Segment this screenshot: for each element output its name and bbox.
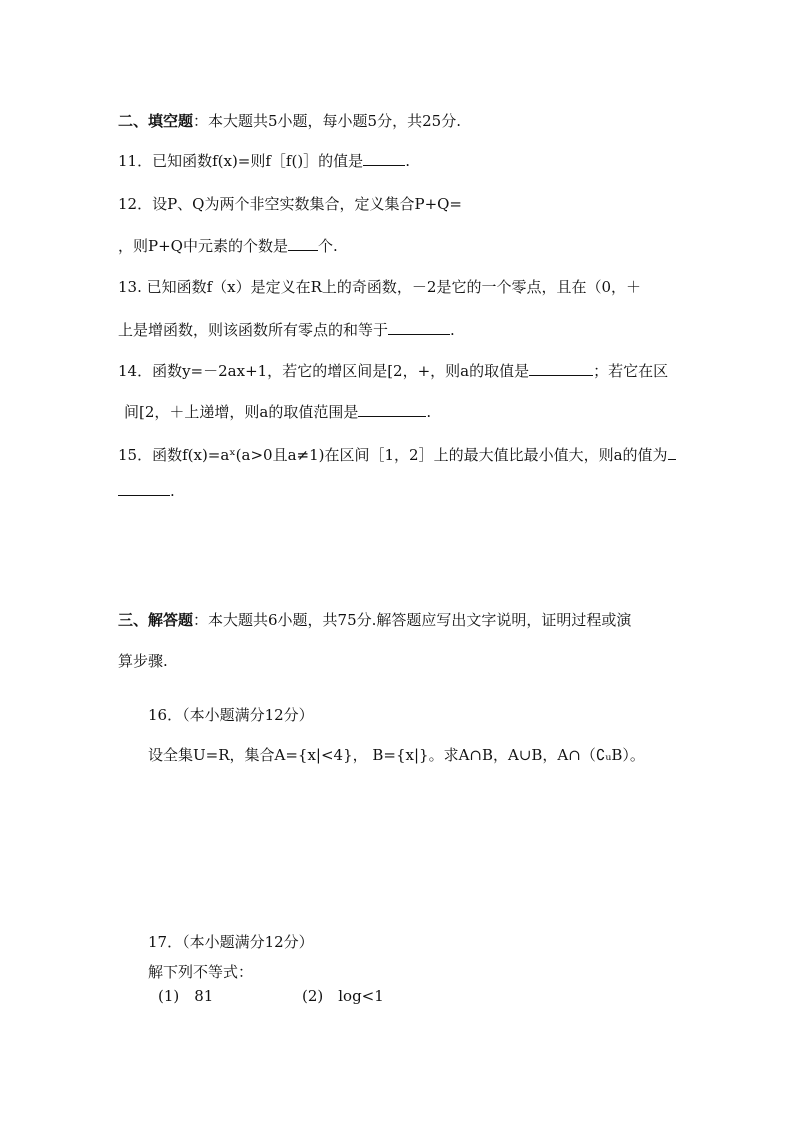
q14-line2b: . [426,403,432,421]
q14-line2a: 间[2，＋上递增，则a的取值范围是 [124,403,359,421]
section3-desc2: 算步骤. [118,652,168,670]
question-11 [118,151,410,171]
q13-line1: 13. 已知函数f（x）是定义在R上的奇函数，－2是它的一个零点，且在（0，＋ [118,278,642,296]
question-16-title [148,705,314,725]
q12-line2a: ，则P+Q中元素的个数是 [118,237,288,255]
question-12-line1 [118,194,462,214]
q17-part2: (2) log<1 [302,987,384,1005]
q14-answer-blank-2[interactable] [358,402,426,417]
question-17-parts [158,986,213,1006]
section3-heading: 三、解答题 [118,611,194,629]
q13-line2a: 上是增函数，则该函数所有零点的和等于 [118,321,389,339]
question-14-line2 [124,402,431,422]
q17-part1: (1) 81 [158,987,214,1005]
q11-end: . [405,152,410,170]
section2-header [118,111,461,131]
question-15-line2 [118,481,175,501]
question-15-line1 [118,445,676,465]
q11-text: 11．已知函数f(x)=则f［f()］的值是 [118,152,364,170]
q14-line1a: 14．函数y=－2ax+1，若它的增区间是[2，+，则a的取值是 [118,362,530,380]
question-13-line1 [118,277,641,297]
q15-end: . [170,482,175,500]
q16-title: 16．（本小题满分12分） [148,706,314,724]
q16-body: 设全集U=R，集合A={x|<4}， B={x|}。求A∩B，A∪B，A∩（∁ᵤB）。 [148,746,645,764]
q13-answer-blank[interactable] [388,320,450,335]
question-16-body [148,745,645,765]
q17-intro: 解下列不等式： [148,963,254,981]
q14-line1b: ；若它在区 [593,362,669,380]
question-17-part2-line [302,986,384,1006]
section3-header-line2 [118,651,168,671]
section3-header [118,610,631,630]
section3-desc: ：本大题共6小题，共75分.解答题应写出文字说明，证明过程或演 [193,611,632,629]
q12-answer-blank[interactable] [288,236,318,251]
section2-heading: 二、填空题 [118,112,194,130]
question-17-title [148,932,314,952]
section2-desc: ：本大题共5小题，每小题5分，共25分. [193,112,461,130]
q12-line2b: 个. [317,237,338,255]
q15-answer-blank-start [668,445,676,460]
question-14-line1 [118,361,668,381]
q13-line2b: . [450,321,455,339]
question-12-line2 [118,236,338,256]
q11-answer-blank[interactable] [363,151,405,166]
q15-answer-blank[interactable] [118,481,170,496]
q15-line1: 15．函数f(x)=aˣ(a>0且a≠1)在区间［1，2］上的最大值比最小值大，则a的值为 [118,446,668,464]
q14-answer-blank-1[interactable] [529,361,593,376]
question-17-intro [148,962,253,982]
q12-line1: 12．设P、Q为两个非空实数集合，定义集合P+Q= [118,195,463,213]
q17-title: 17．（本小题满分12分） [148,933,314,951]
question-13-line2 [118,320,455,340]
